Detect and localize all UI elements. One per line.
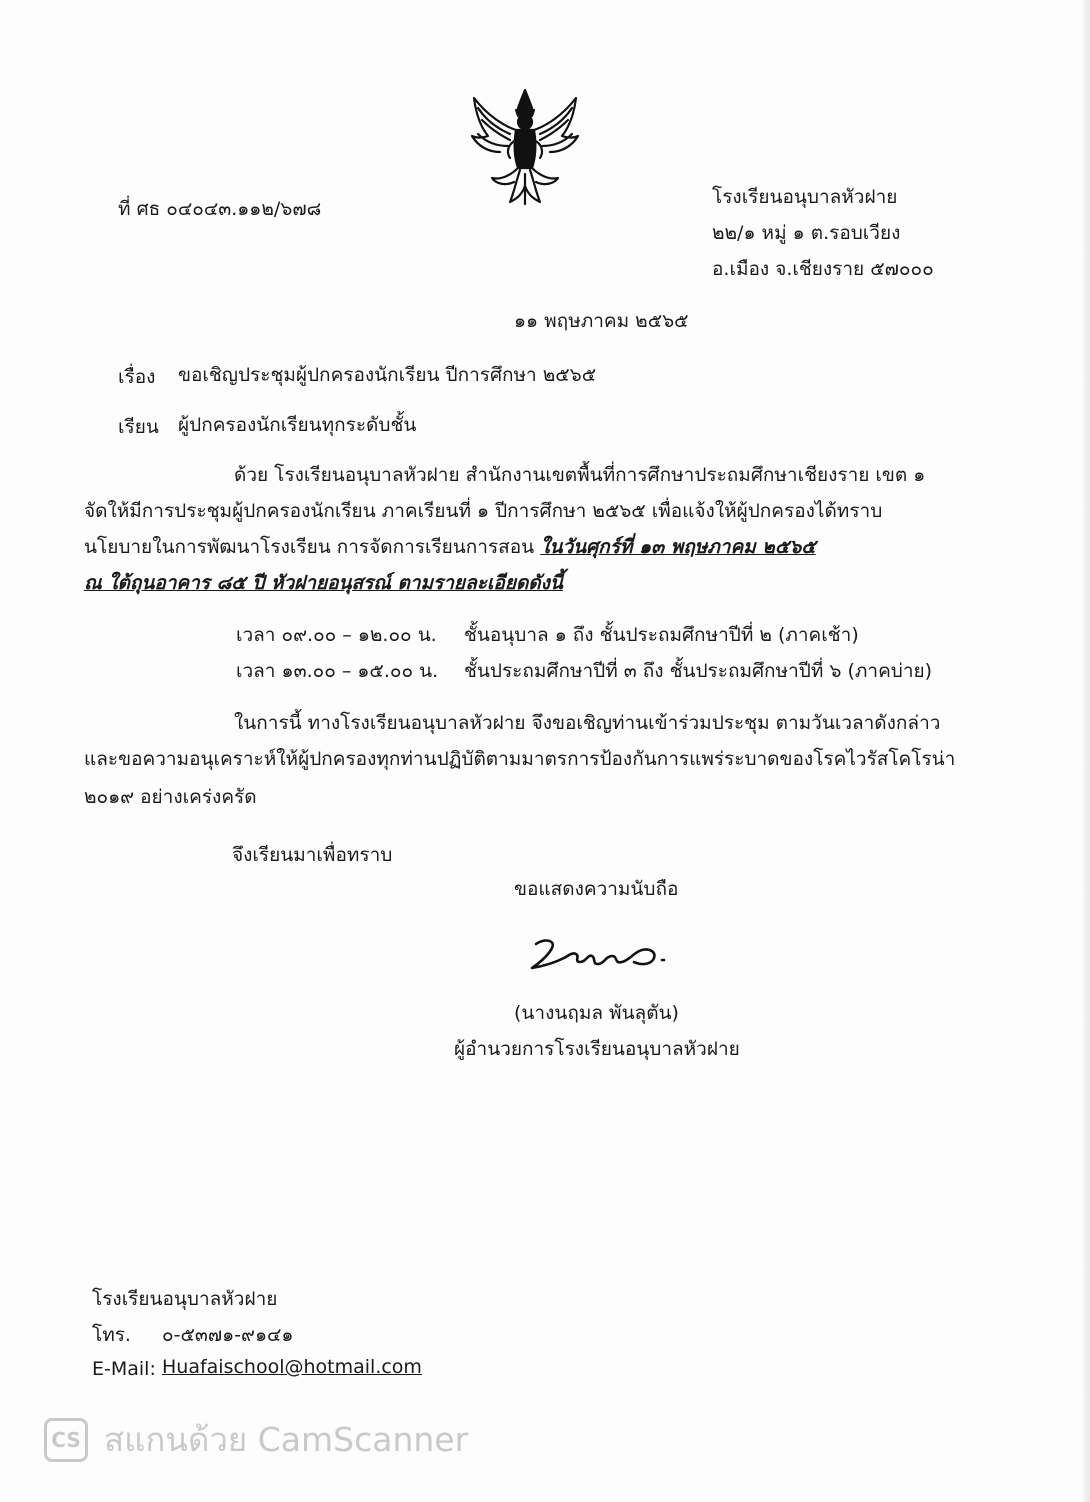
meeting-location-emphasis: ณ ใต้ถุนอาคาร ๘๕ ปี หัวฝายอนุสรณ์ ตามรายละเอียดดังนี้ xyxy=(84,572,563,594)
schedule-detail-1: ชั้นอนุบาล ๑ ถึง ชั้นประถมศึกษาปีที่ ๒ (ภาคเช้า) xyxy=(464,624,859,646)
paragraph2-line3: ๒๐๑๙ อย่างเคร่งครัด xyxy=(84,786,257,808)
subject-text: ขอเชิญประชุมผู้ปกครองนักเรียน ปีการศึกษา ๒๕๖๕ xyxy=(178,364,597,386)
subject-label: เรื่อง xyxy=(118,366,156,388)
schedule-detail-2: ชั้นประถมศึกษาปีที่ ๓ ถึง ชั้นประถมศึกษาปีที่ ๖ (ภาคบ่าย) xyxy=(464,660,933,682)
footer-email-label: E-Mail: xyxy=(92,1358,156,1380)
meeting-date-emphasis: ในวันศุกร์ที่ ๑๓ พฤษภาคม ๒๕๖๕ xyxy=(540,536,816,558)
handwritten-signature xyxy=(530,930,675,975)
camscanner-logo-icon: CS xyxy=(44,1418,88,1462)
paragraph1-line2: จัดให้มีการประชุมผู้ปกครองนักเรียน ภาคเรียนที่ ๑ ปีการศึกษา ๒๕๖๕ เพื่อแจ้งให้ผู้ปกครองได้ทราบ xyxy=(84,500,883,522)
signer-position: ผู้อำนวยการโรงเรียนอนุบาลหัวฝาย xyxy=(454,1038,740,1060)
recipient-text: ผู้ปกครองนักเรียนทุกระดับชั้น xyxy=(178,414,417,436)
schedule-time-2: เวลา ๑๓.๐๐ – ๑๕.๐๐ น. xyxy=(236,660,439,682)
sender-address-line1: ๒๒/๑ หมู่ ๑ ต.รอบเวียง xyxy=(712,222,901,244)
footer-school: โรงเรียนอนุบาลหัวฝาย xyxy=(92,1288,278,1310)
sender-address-line2: อ.เมือง จ.เชียงราย ๕๗๐๐๐ xyxy=(712,258,934,280)
paragraph1-line3 xyxy=(84,534,816,560)
garuda-crest-icon xyxy=(466,86,584,208)
recipient-label: เรียน xyxy=(118,416,159,438)
paragraph2-line1: ในการนี้ ทางโรงเรียนอนุบาลหัวฝาย จึงขอเชิญท่านเข้าร่วมประชุม ตามวันเวลาดังกล่าว xyxy=(234,712,941,734)
schedule-time-1: เวลา ๐๙.๐๐ – ๑๒.๐๐ น. xyxy=(236,624,437,646)
closing-line: จึงเรียนมาเพื่อทราบ xyxy=(232,844,393,866)
salutation: ขอแสดงความนับถือ xyxy=(514,878,679,900)
document-number: ที่ ศธ ๐๔๐๔๓.๑๑๒/๖๗๘ xyxy=(118,198,322,220)
sender-school-name: โรงเรียนอนุบาลหัวฝาย xyxy=(712,186,898,208)
footer-phone-label: โทร. xyxy=(92,1324,131,1346)
footer-phone: ๐-๕๓๗๑-๙๑๔๑ xyxy=(162,1324,294,1346)
paragraph2-line2: และขอความอนุเคราะห์ให้ผู้ปกครองทุกท่านปฏิบัติตามมาตรการป้องกันการแพร่ระบาดของโรคไวรัสโคโรน่า xyxy=(84,748,956,770)
paragraph1-line1: ด้วย โรงเรียนอนุบาลหัวฝาย สำนักงานเขตพื้นที่การศึกษาประถมศึกษาเชียงราย เขต ๑ xyxy=(234,464,926,486)
page-edge xyxy=(1082,0,1090,1502)
letter-date: ๑๑ พฤษภาคม ๒๕๖๕ xyxy=(514,310,689,332)
paragraph1-line3-plain: นโยบายในการพัฒนาโรงเรียน การจัดการเรียนการสอน xyxy=(84,536,535,558)
camscanner-watermark: สแกนด้วย CamScanner xyxy=(104,1420,469,1459)
footer-email-link[interactable]: Huafaischool@hotmail.com xyxy=(162,1356,422,1378)
signer-name: (นางนฤมล พันลุตัน) xyxy=(514,1002,679,1024)
